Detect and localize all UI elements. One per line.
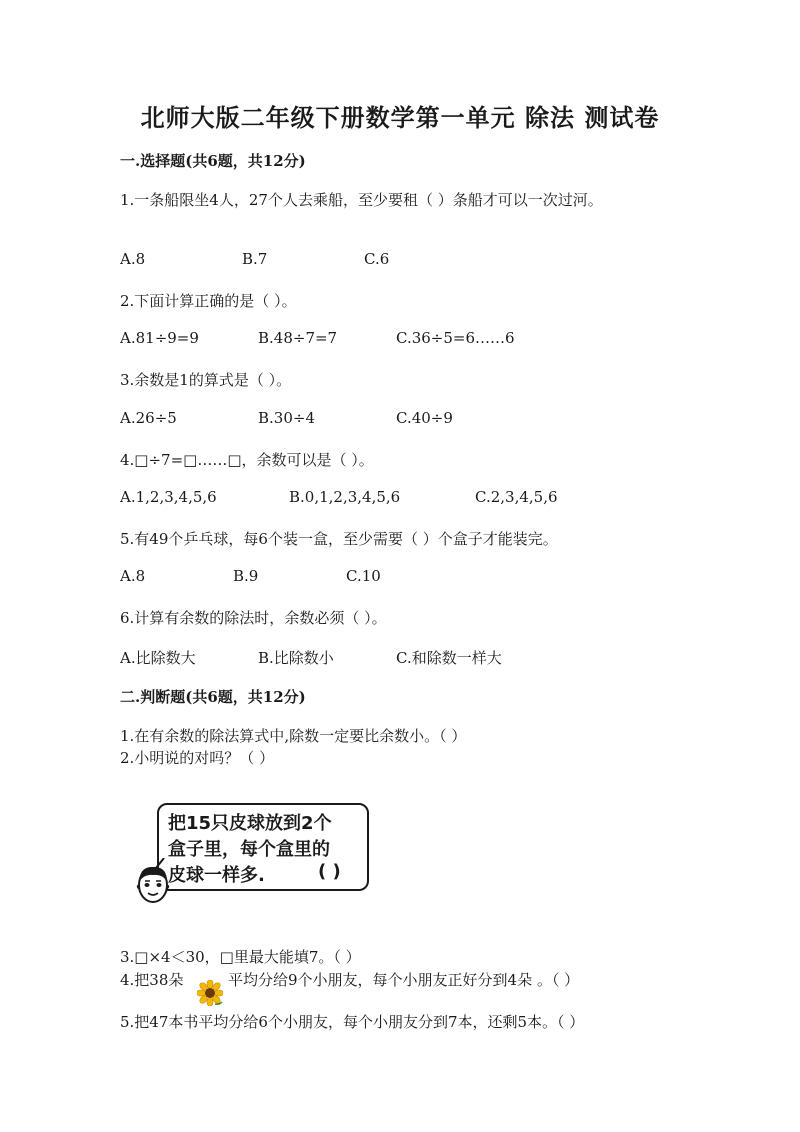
- option-a[interactable]: A.8: [120, 250, 146, 268]
- question-text: 2.小明说的对吗？（ ）: [120, 749, 275, 767]
- bubble-line: 皮球一样多.: [168, 865, 265, 886]
- question-text: 6.计算有余数的除法时，余数必须（ ）。: [120, 609, 387, 627]
- option-a[interactable]: A.1,2,3,4,5,6: [120, 488, 217, 506]
- sunflower-icon: [197, 980, 223, 1006]
- question-text-part: 4.把38朵: [120, 971, 184, 989]
- option-c[interactable]: C.36÷5=6……6: [396, 329, 515, 347]
- bubble-answer-paren: ( ): [318, 861, 341, 882]
- option-c[interactable]: C.6: [364, 250, 390, 268]
- option-c[interactable]: C.40÷9: [396, 409, 453, 427]
- bubble-line: 把15只皮球放到2个: [168, 813, 332, 834]
- option-a[interactable]: A.81÷9=9: [120, 329, 199, 347]
- page-title: 北师大版二年级下册数学第一单元 除法 测试卷: [140, 103, 660, 132]
- question-text: 5.有49个乒乓球，每6个装一盒，至少需要（ ）个盒子才能装完。: [120, 530, 558, 548]
- bubble-line: 盒子里，每个盒里的: [168, 839, 330, 860]
- question-text: 4.□÷7=□……□，余数可以是（ ）。: [120, 451, 374, 469]
- boy-face-icon: [136, 858, 172, 908]
- question-text: 2.下面计算正确的是（ ）。: [120, 292, 297, 310]
- option-c[interactable]: C.和除数一样大: [396, 649, 502, 667]
- option-a[interactable]: A.8: [120, 567, 146, 585]
- option-b[interactable]: B.48÷7=7: [258, 329, 338, 347]
- option-b[interactable]: B.30÷4: [258, 409, 315, 427]
- option-a[interactable]: A.26÷5: [120, 409, 177, 427]
- option-c[interactable]: C.10: [346, 567, 381, 585]
- option-b[interactable]: B.比除数小: [258, 649, 334, 667]
- option-b[interactable]: B.0,1,2,3,4,5,6: [289, 488, 401, 506]
- question-text: 3.余数是1的算式是（ ）。: [120, 371, 292, 389]
- option-b[interactable]: B.7: [242, 250, 268, 268]
- question-text-part: 平均分给9个小朋友，每个小朋友正好分到4朵 。（ ）: [228, 971, 580, 989]
- question-text: 3.□×4＜30，□里最大能填7。（ ）: [120, 948, 361, 966]
- section-heading-judge: 二.判断题(共6题，共12分): [120, 688, 306, 706]
- option-c[interactable]: C.2,3,4,5,6: [475, 488, 558, 506]
- question-text: 5.把47本书平均分给6个小朋友，每个小朋友分到7本，还剩5本。（ ）: [120, 1013, 585, 1031]
- question-text: 1.一条船限坐4人，27个人去乘船，至少要租（ ）条船才可以一次过河。: [120, 191, 603, 209]
- speech-bubble: [157, 803, 369, 891]
- question-text: 1.在有余数的除法算式中,除数一定要比余数小。（ ）: [120, 727, 467, 745]
- option-a[interactable]: A.比除数大: [120, 649, 196, 667]
- section-heading-choice: 一.选择题(共6题，共12分): [120, 152, 306, 170]
- option-b[interactable]: B.9: [233, 567, 259, 585]
